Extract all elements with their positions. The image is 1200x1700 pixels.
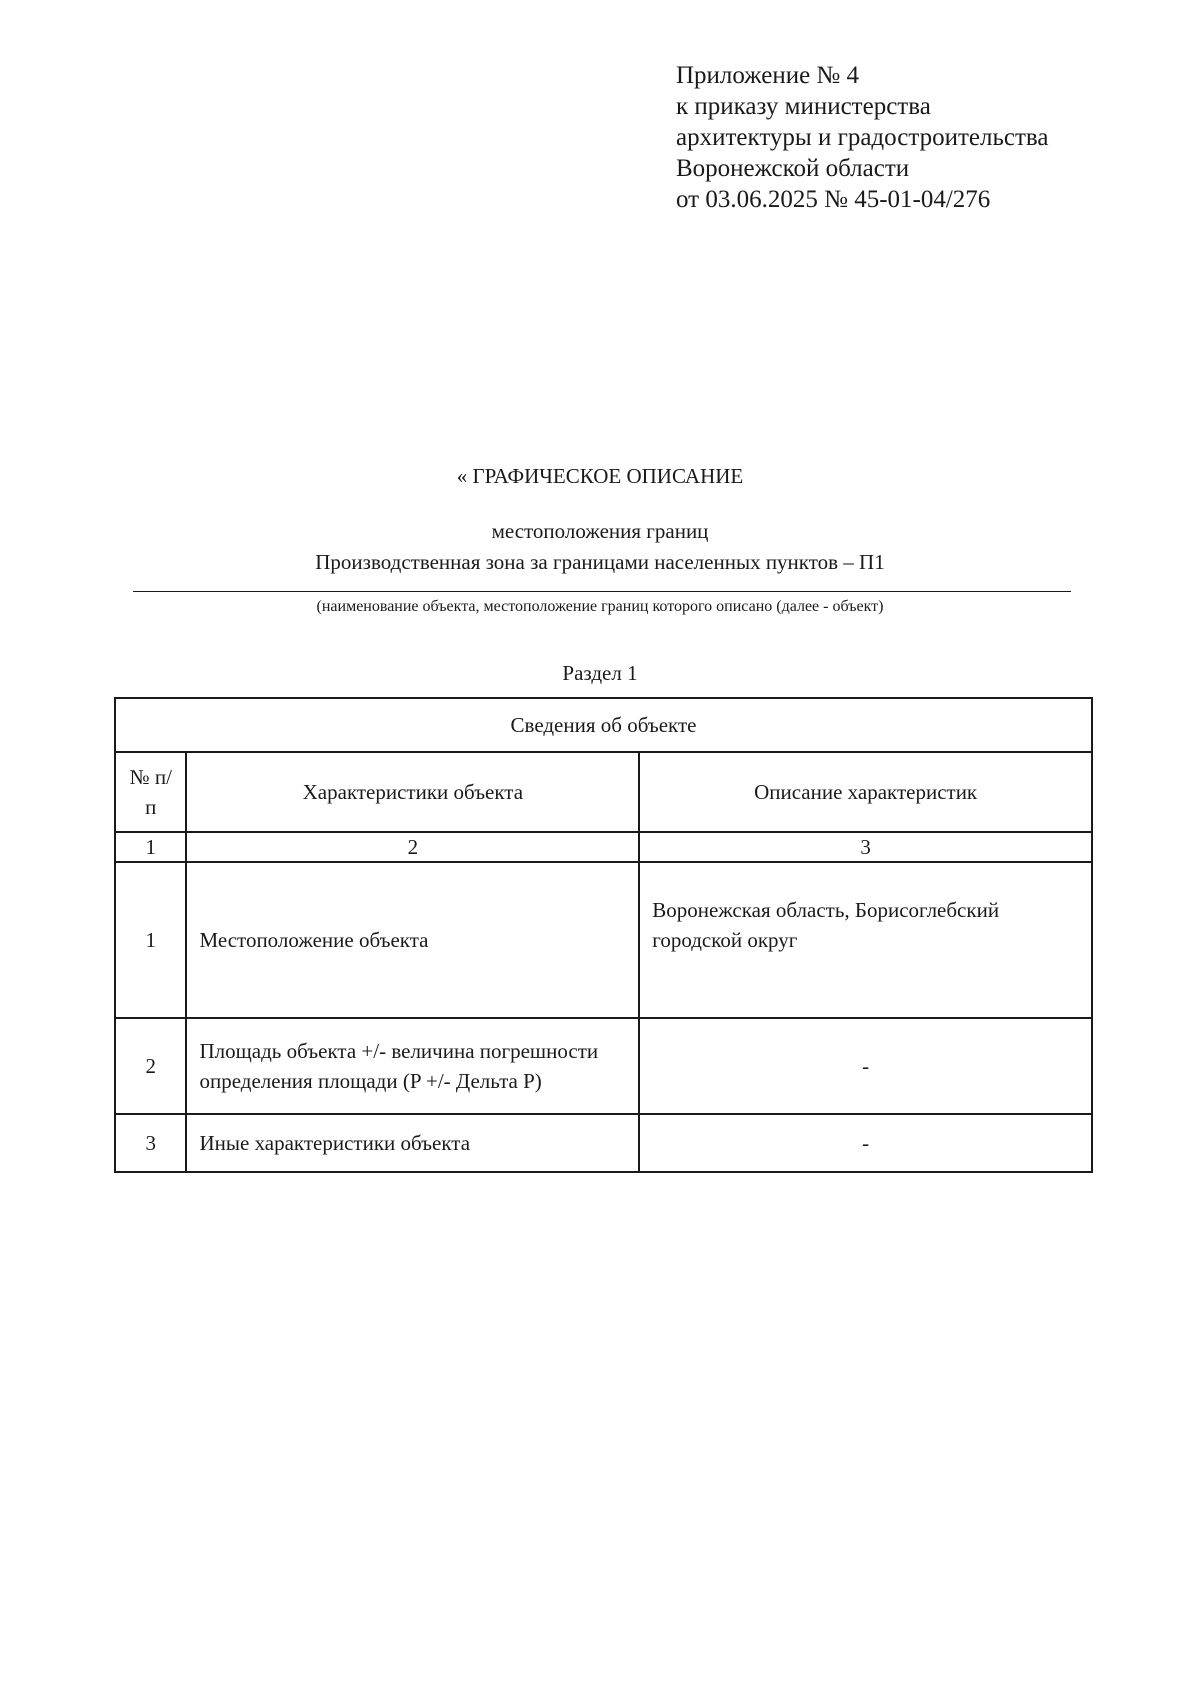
column-number: 3 [639,832,1092,862]
appendix-block [676,60,1176,215]
object-info-table [114,697,1093,1173]
row-characteristic: Площадь объекта +/- величина погрешности определения площади (P +/- Дельта P) [186,1018,639,1114]
header-num: № п/п [115,752,186,832]
table-caption-row [115,698,1092,752]
column-number: 1 [115,832,186,862]
column-number: 2 [186,832,639,862]
object-name-underline [133,591,1071,592]
row-characteristic: Иные характеристики объекта [186,1114,639,1172]
appendix-ministry-line: архитектуры и градостроительства [676,124,1049,151]
row-description: Воронежская область, Борисоглебский городской округ [639,862,1092,1018]
document-subtitle [0,516,1200,578]
table-header-row [115,752,1092,832]
section-heading: Раздел 1 [562,661,638,685]
row-characteristic: Местоположение объекта [186,862,639,1018]
table-row [115,862,1092,1018]
appendix-order-line: к приказу министерства [676,93,931,120]
appendix-order-date: от 03.06.2025 № 45-01-04/276 [676,186,991,213]
row-description: - [639,1018,1092,1114]
table-caption: Сведения об объекте [115,698,1092,752]
document-title: « ГРАФИЧЕСКОЕ ОПИСАНИЕ [456,464,744,488]
appendix-number: Приложение № 4 [676,62,860,89]
table-row [115,1018,1092,1114]
subtitle-line-boundaries: местоположения границ [491,519,709,543]
table-row [115,1114,1092,1172]
column-number-row [115,832,1092,862]
header-description: Описание характеристик [639,752,1092,832]
subtitle-line-object-name: Производственная зона за границами населенных пунктов – П1 [315,550,885,574]
header-characteristic: Характеристики объекта [186,752,639,832]
row-num: 3 [115,1114,186,1172]
row-description: - [639,1114,1092,1172]
row-num: 1 [115,862,186,1018]
object-name-caption: (наименование объекта, местоположение границ которого описано (далее - объект) [316,598,884,615]
appendix-region-line: Воронежской области [676,155,910,182]
row-num: 2 [115,1018,186,1114]
